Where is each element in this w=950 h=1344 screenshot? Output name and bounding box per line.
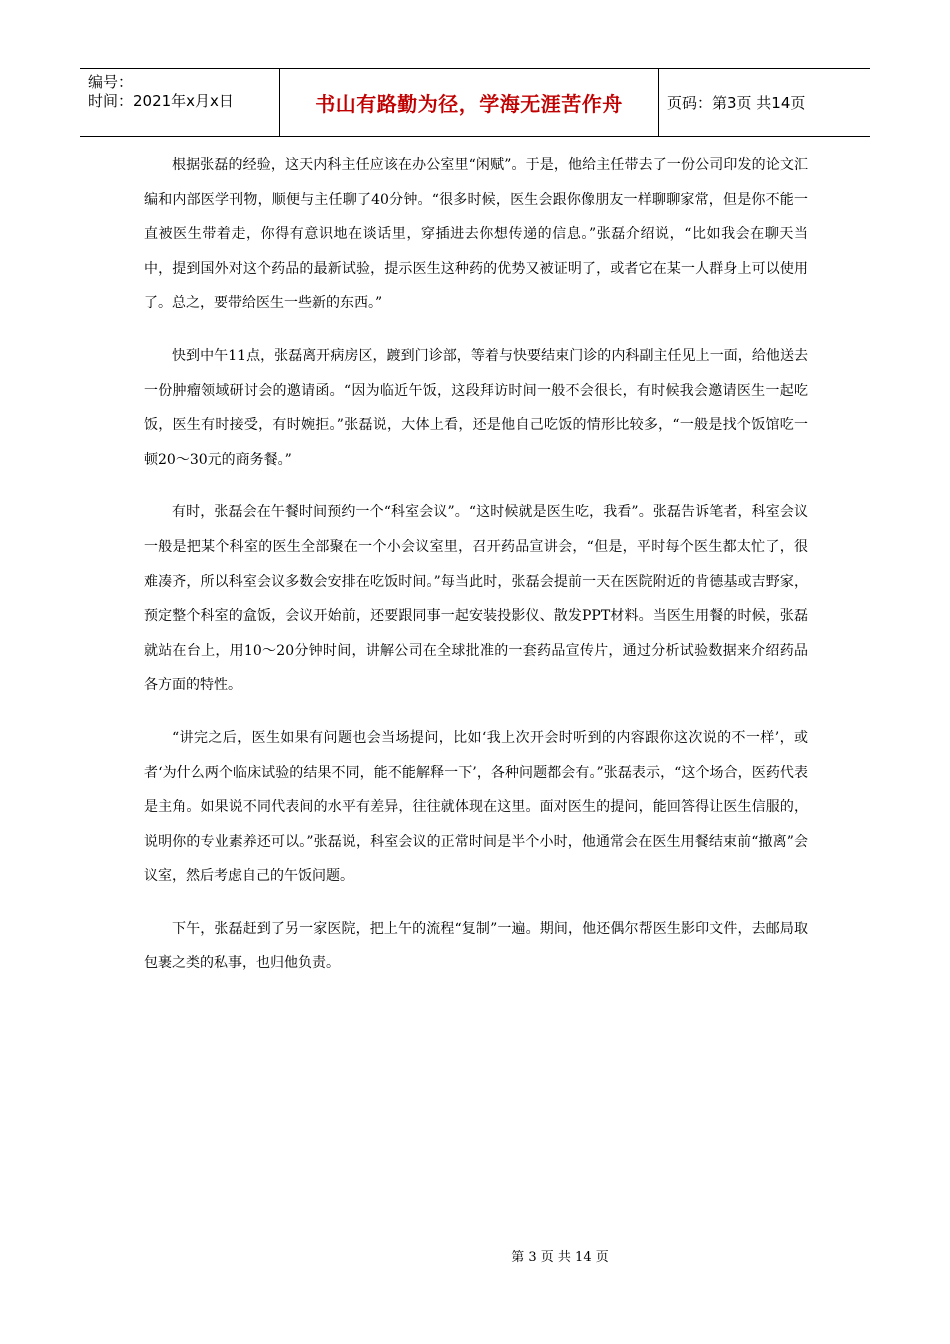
body-paragraph: 下午，张磊赶到了另一家医院，把上午的流程“复制”一遍。期间，他还偶尔帮医生影印文件，去邮局取包裹之类的私事，也归他负责。 (144, 920, 808, 972)
body-paragraph: 快到中午11点，张磊离开病房区，踱到门诊部，等着与快要结束门诊的内科副主任见上一面，给他送去一份肿瘤领域研讨会的邀请函。“因为临近午饭，这段拜访时间一般不会很长，有时候我会邀请医生一起吃饭，医生有时接受，有时婉拒。”张磊说，大体上看，还是他自己吃饭的情形比较多，“一般是找个饭馆吃一顿20～30元的商务餐。” (144, 347, 808, 468)
page-footer: 第 3 页 共 14 页 (511, 1250, 609, 1265)
header-page-info: 页码：第3页 共14页 (667, 94, 806, 112)
body-paragraph: 有时，张磊会在午餐时间预约一个“科室会议”。“这时候就是医生吃，我看”。张磊告诉笔者，科室会议一般是把某个科室的医生全部聚在一个小会议室里，召开药品宣讲会，“但是，平时每个医生都太忙了，很难凑齐，所以科室会议多数会安排在吃饭时间。”每当此时，张磊会提前一天在医院附近的肯德基或吉野家，预定整个科室的盒饭，会议开始前，还要跟同事一起安装投影仪、散发PPT材料。当医生用餐的时候，张磊就站在台上，用10～20分钟时间，讲解公司在全球批准的一套药品宣传片，通过分析试验数据来介绍药品各方面的特性。 (144, 504, 808, 694)
header-meta-cell (80, 69, 280, 136)
page-header (80, 68, 870, 137)
document-date-label: 时间：2021年x月x日 (88, 92, 234, 110)
body-paragraph: 根据张磊的经验，这天内科主任应该在办公室里“闲赋”。于是，他给主任带去了一份公司印发的论文汇编和内部医学刊物，顺便与主任聊了40分钟。“很多时候，医生会跟你像朋友一样聊聊家常，但是你不能一直被医生带着走，你得有意识地在谈话里，穿插进去你想传递的信息。”张磊介绍说，“比如我会在聊天当中，提到国外对这个药品的最新试验，提示医生这种药的优势又被证明了，或者它在某一人群身上可以使用了。总之，要带给医生一些新的东西。” (144, 157, 808, 312)
document-body (144, 148, 808, 999)
header-motto: 书山有路勤为径，学海无涯苦作舟 (280, 69, 659, 136)
document-number-label: 编号： (88, 73, 134, 91)
body-paragraph: “讲完之后，医生如果有问题也会当场提问，比如‘我上次开会时听到的内容跟你这次说的不一样’，或者‘为什么两个临床试验的结果不同，能不能解释一下’，各种问题都会有。”张磊表示，“这个场合，医药代表是主角。如果说不同代表间的水平有差异，往往就体现在这里。面对医生的提问，能回答得让医生信服的，说明你的专业素养还可以。”张磊说，科室会议的正常时间是半个小时，他通常会在医生用餐结束前“撤离”会议室，然后考虑自己的午饭问题。 (144, 729, 808, 885)
